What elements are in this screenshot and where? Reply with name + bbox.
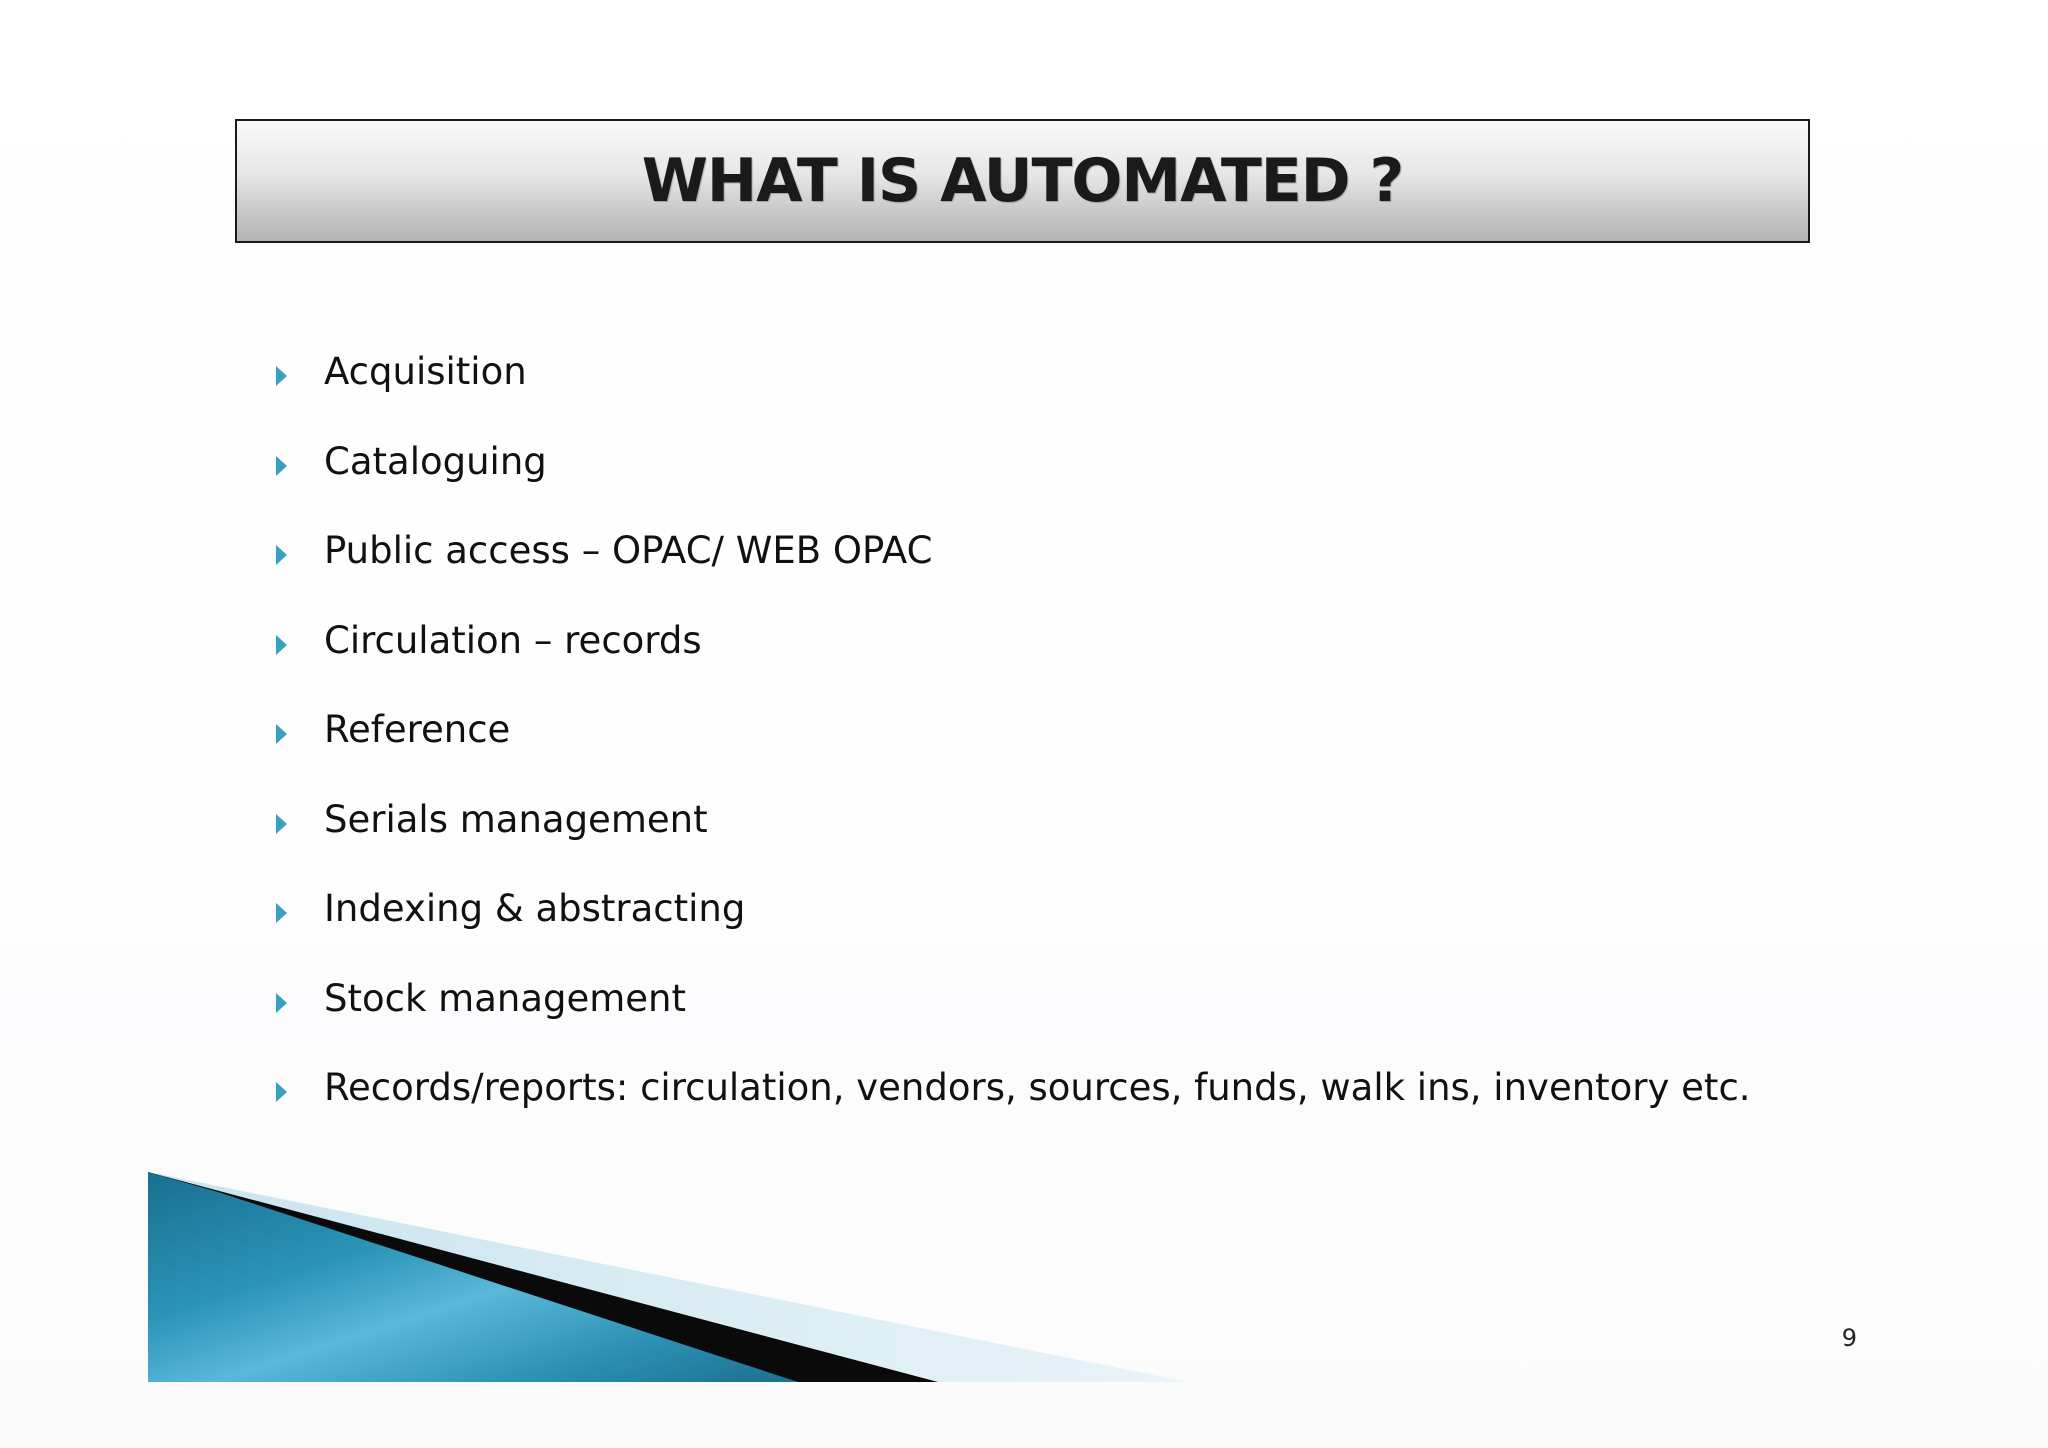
bullet-arrow-icon xyxy=(276,545,287,565)
title-banner xyxy=(235,119,1810,243)
blue-wedge xyxy=(148,1172,798,1382)
bullet-text: Public access – OPAC/ WEB OPAC xyxy=(324,529,933,572)
decorative-corner-graphic xyxy=(148,1172,1188,1382)
bullet-arrow-icon xyxy=(276,366,287,386)
bullet-arrow-icon xyxy=(276,1082,287,1102)
list-item xyxy=(270,434,1751,524)
bullet-list xyxy=(270,344,1751,1150)
list-item xyxy=(270,344,1751,434)
slide-title: WHAT IS AUTOMATED ? xyxy=(641,146,1404,216)
bullet-arrow-icon xyxy=(276,903,287,923)
bullet-text: Serials management xyxy=(324,797,708,841)
bullet-text: Cataloguing xyxy=(324,439,547,483)
bullet-text: Records/reports: circulation, vendors, sources, funds, walk ins, inventory etc. xyxy=(324,1066,1751,1109)
bullet-text: Indexing & abstracting xyxy=(324,887,746,930)
list-item xyxy=(270,792,1751,882)
page-number: 9 xyxy=(1841,1324,1857,1352)
bullet-text: Circulation – records xyxy=(324,618,702,662)
bullet-arrow-icon xyxy=(276,993,287,1013)
list-item xyxy=(270,702,1751,792)
list-item xyxy=(270,613,1751,703)
bullet-arrow-icon xyxy=(276,814,287,834)
bullet-arrow-icon xyxy=(276,635,287,655)
list-item xyxy=(270,881,1751,971)
bullet-arrow-icon xyxy=(276,456,287,476)
bullet-text: Stock management xyxy=(324,976,687,1020)
list-item xyxy=(270,971,1751,1061)
bullet-arrow-icon xyxy=(276,724,287,744)
list-item xyxy=(270,523,1751,613)
list-item xyxy=(270,1060,1751,1150)
bullet-text: Acquisition xyxy=(324,350,527,393)
bullet-text: Reference xyxy=(324,708,511,751)
